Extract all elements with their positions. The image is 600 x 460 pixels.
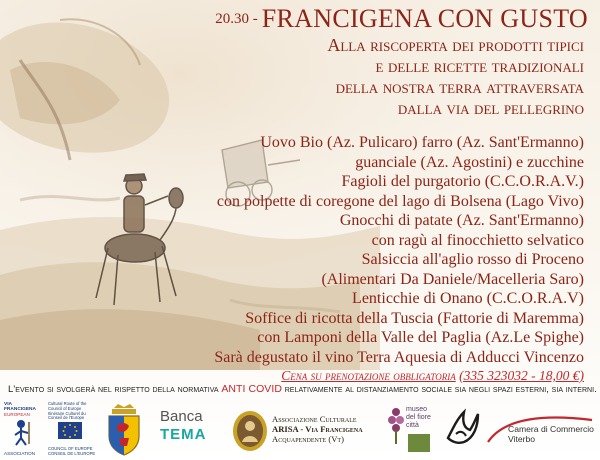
menu-item: Soffice di ricotta della Tuscia (Fattorie di Maremma) (245, 309, 584, 327)
arisa-logo (232, 408, 382, 456)
cultural-route-line: Itinéraire Culturel du (48, 410, 86, 416)
coat-of-arms-icon (106, 404, 142, 456)
banca-tema-logo (160, 408, 216, 456)
via-francigena-assoc: ASSOCIATION (4, 450, 36, 456)
menu-item: Fagioli del purgatorio (C.C.O.R.A.V.) (341, 173, 584, 190)
medallion-icon (232, 410, 268, 452)
sponsor-logos-bar (0, 398, 600, 460)
subtitle-line: Alla riscoperta dei prodotti tipici (327, 35, 584, 55)
subtitle-line: della nostra terra attraversata (335, 77, 584, 97)
event-time: 20.30 - (215, 11, 258, 27)
menu-item: Sarà degustato il vino Terra Aquesia di Adducci Vincenzo (214, 348, 584, 366)
menu-item: Salsiccia all'aglio rosso di Proceno (361, 251, 584, 268)
museo-line1: museo (406, 406, 428, 413)
camera-line1: Camera di Commercio (508, 424, 594, 434)
menu-item: con polpette di coregone del lago di Bolsena (Lago Vivo) (216, 192, 584, 210)
menu-list (168, 133, 588, 367)
menu-item: con ragù al finocchietto selvatico (371, 231, 584, 249)
cultural-route-line: Cultural Route of the (48, 401, 87, 406)
menu-item: Lenticchie di Onano (C.C.O.R.A.V) (352, 290, 584, 307)
pilgrim-icon (4, 418, 38, 446)
camera-di-commercio-logo (484, 410, 596, 454)
event-title-line (168, 4, 588, 34)
flower-icon (386, 406, 406, 446)
via-francigena-sub: EUROPEAN (4, 412, 30, 418)
arisa-line1: Associazione Culturale (272, 414, 357, 424)
subtitle-line: e delle ricette tradizionali (375, 56, 584, 76)
museo-del-fiore-logo (386, 402, 436, 456)
via-francigena-logo (4, 402, 42, 456)
bird-icon (446, 408, 480, 448)
bird-logo (446, 408, 480, 448)
menu-item: con Lamponi della Valle del Paglia (Az.Le Spighe) (257, 329, 584, 346)
booking-label: Cena su prenotazione obbligatoria (281, 368, 456, 383)
cultural-route-line: Conseil de l'Europe (48, 415, 85, 421)
coat-of-arms-logo (106, 404, 142, 456)
subtitle-line: dalla via del pellegrino (397, 98, 584, 118)
menu-item: guanciale (Az. Agostini) e zucchine (355, 153, 584, 171)
museo-block-icon (408, 434, 430, 452)
menu-item: Uovo Bio (Az. Pulicaro) farro (Az. Sant'Ermanno) (260, 134, 584, 151)
covid-notice (8, 383, 598, 395)
camera-line2: Viterbo (508, 434, 536, 444)
council-of-europe-logo (48, 402, 96, 456)
banca-name: TEMA (160, 426, 207, 443)
council-of-europe-text: COUNCIL OF EUROPE (48, 446, 93, 452)
museo-line2: del fiore (406, 414, 431, 421)
notice-text-after: relativamente al distanziamento sociale sia negli spazi esterni, sia interni. (284, 384, 597, 395)
banca-word: Banca (160, 408, 203, 425)
eu-stars-icon (48, 421, 94, 441)
notice-highlight: ANTI COVID (221, 383, 282, 395)
via-francigena-title: VIA FRANCIGENA (4, 402, 36, 413)
event-text-block (168, 4, 588, 385)
arisa-line3: Acquapendente (Vt) (272, 434, 344, 444)
notice-text-before: L'evento si svolgerà nel rispetto della normativa (8, 384, 219, 395)
conseil-europe-text: CONSEIL DE L'EUROPE (48, 451, 96, 457)
event-title: FRANCIGENA CON GUSTO (261, 4, 588, 33)
menu-item: (Alimentari Da Daniele/Macelleria Saro) (321, 270, 584, 288)
museo-line3: città (406, 422, 419, 429)
cultural-route-line: Council of Europe (48, 405, 82, 411)
arisa-line2: ARISA - Via Francigena (272, 424, 363, 434)
menu-item: Gnocchi di patate (Az. Sant'Ermanno) (339, 212, 584, 229)
booking-details: (335 323032 - 18,00 €) (459, 368, 584, 383)
event-subtitle (168, 35, 588, 119)
